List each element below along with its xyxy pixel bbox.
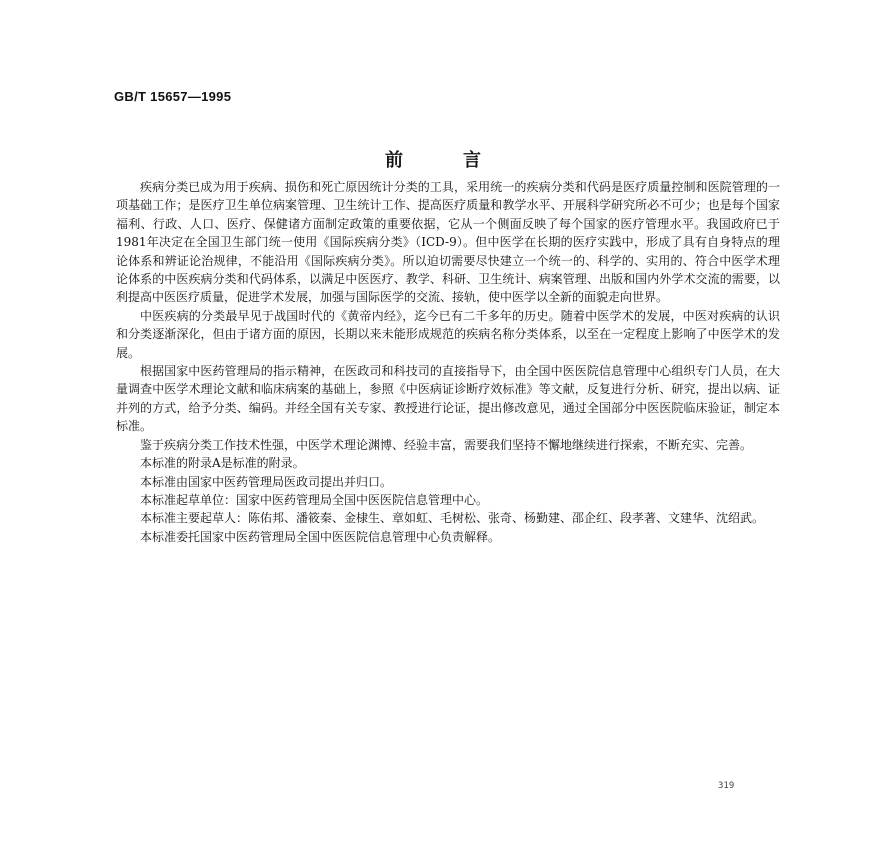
paragraph: 中医疾病的分类最早见于战国时代的《黄帝内经》，迄今已有二千多年的历史。随着中医学术的发展，中医对疾病的认识和分类逐渐深化，但由于诸方面的原因，长期以来未能形成规范的疾病名称分类体系，以至在一定程度上影响了中医学术的发展。: [116, 308, 780, 360]
body-text: [116, 178, 780, 546]
paragraph: 本标准主要起草人：陈佑邦、潘筱秦、金棣生、章如虹、毛树松、张奇、杨勤建、邵企红、段孝著、文建华、沈绍武。: [140, 511, 765, 526]
page-number: 319: [718, 781, 735, 791]
paragraph: 本标准委托国家中医药管理局全国中医医院信息管理中心负责解释。: [140, 529, 501, 544]
paragraph: 鉴于疾病分类工作技术性强，中医学术理论渊博、经验丰富，需要我们坚持不懈地继续进行探索，不断充实、完善。: [140, 437, 753, 452]
paragraph: 本标准起草单位：国家中医药管理局全国中医医院信息管理中心。: [140, 492, 489, 507]
standard-code: GB/T 15657—1995: [114, 89, 232, 104]
paragraph: 本标准由国家中医药管理局医政司提出并归口。: [140, 474, 393, 489]
paragraph: 根据国家中医药管理局的指示精神，在医政司和科技司的直接指导下，由全国中医医院信息管理中心组织专门人员，在大量调查中医学术理论文献和临床病案的基础上，参照《中医病证诊断疗效标准》等文献，反复进行分析、研究，提出以病、证并列的方式，给予分类、编码。并经全国有关专家、教授进行论证，提出修改意见，通过全国部分中医医院临床验证，制定本标准。: [116, 364, 780, 434]
paragraph: 本标准的附录A是标准的附录。: [140, 456, 305, 471]
page-title: 前言: [385, 150, 541, 171]
paragraph: 疾病分类已成为用于疾病、损伤和死亡原因统计分类的工具，采用统一的疾病分类和代码是医疗质量控制和医院管理的一项基础工作；是医疗卫生单位病案管理、卫生统计工作、提高医疗质量和教学水平、开展科学研究所必不可少；也是每个国家福利、行政、人口、医疗、保健诸方面制定政策的重要依据，它从一个侧面反映了每个国家的医疗管理水平。我国政府已于1981年决定在全国卫生部门统一使用《国际疾病分类》（ICD-9）。但中医学在长期的医疗实践中，形成了具有自身特点的理论体系和辨证论治规律，不能沿用《国际疾病分类》。所以迫切需要尽快建立一个统一的、科学的、实用的、符合中医学术理论体系的中医疾病分类和代码体系，以满足中医医疗、教学、科研、卫生统计、病案管理、出版和国内外学术交流的需要，以利提高中医医疗质量，促进学术发展，加强与国际医学的交流、接轨，使中医学以全新的面貌走向世界。: [116, 180, 780, 305]
